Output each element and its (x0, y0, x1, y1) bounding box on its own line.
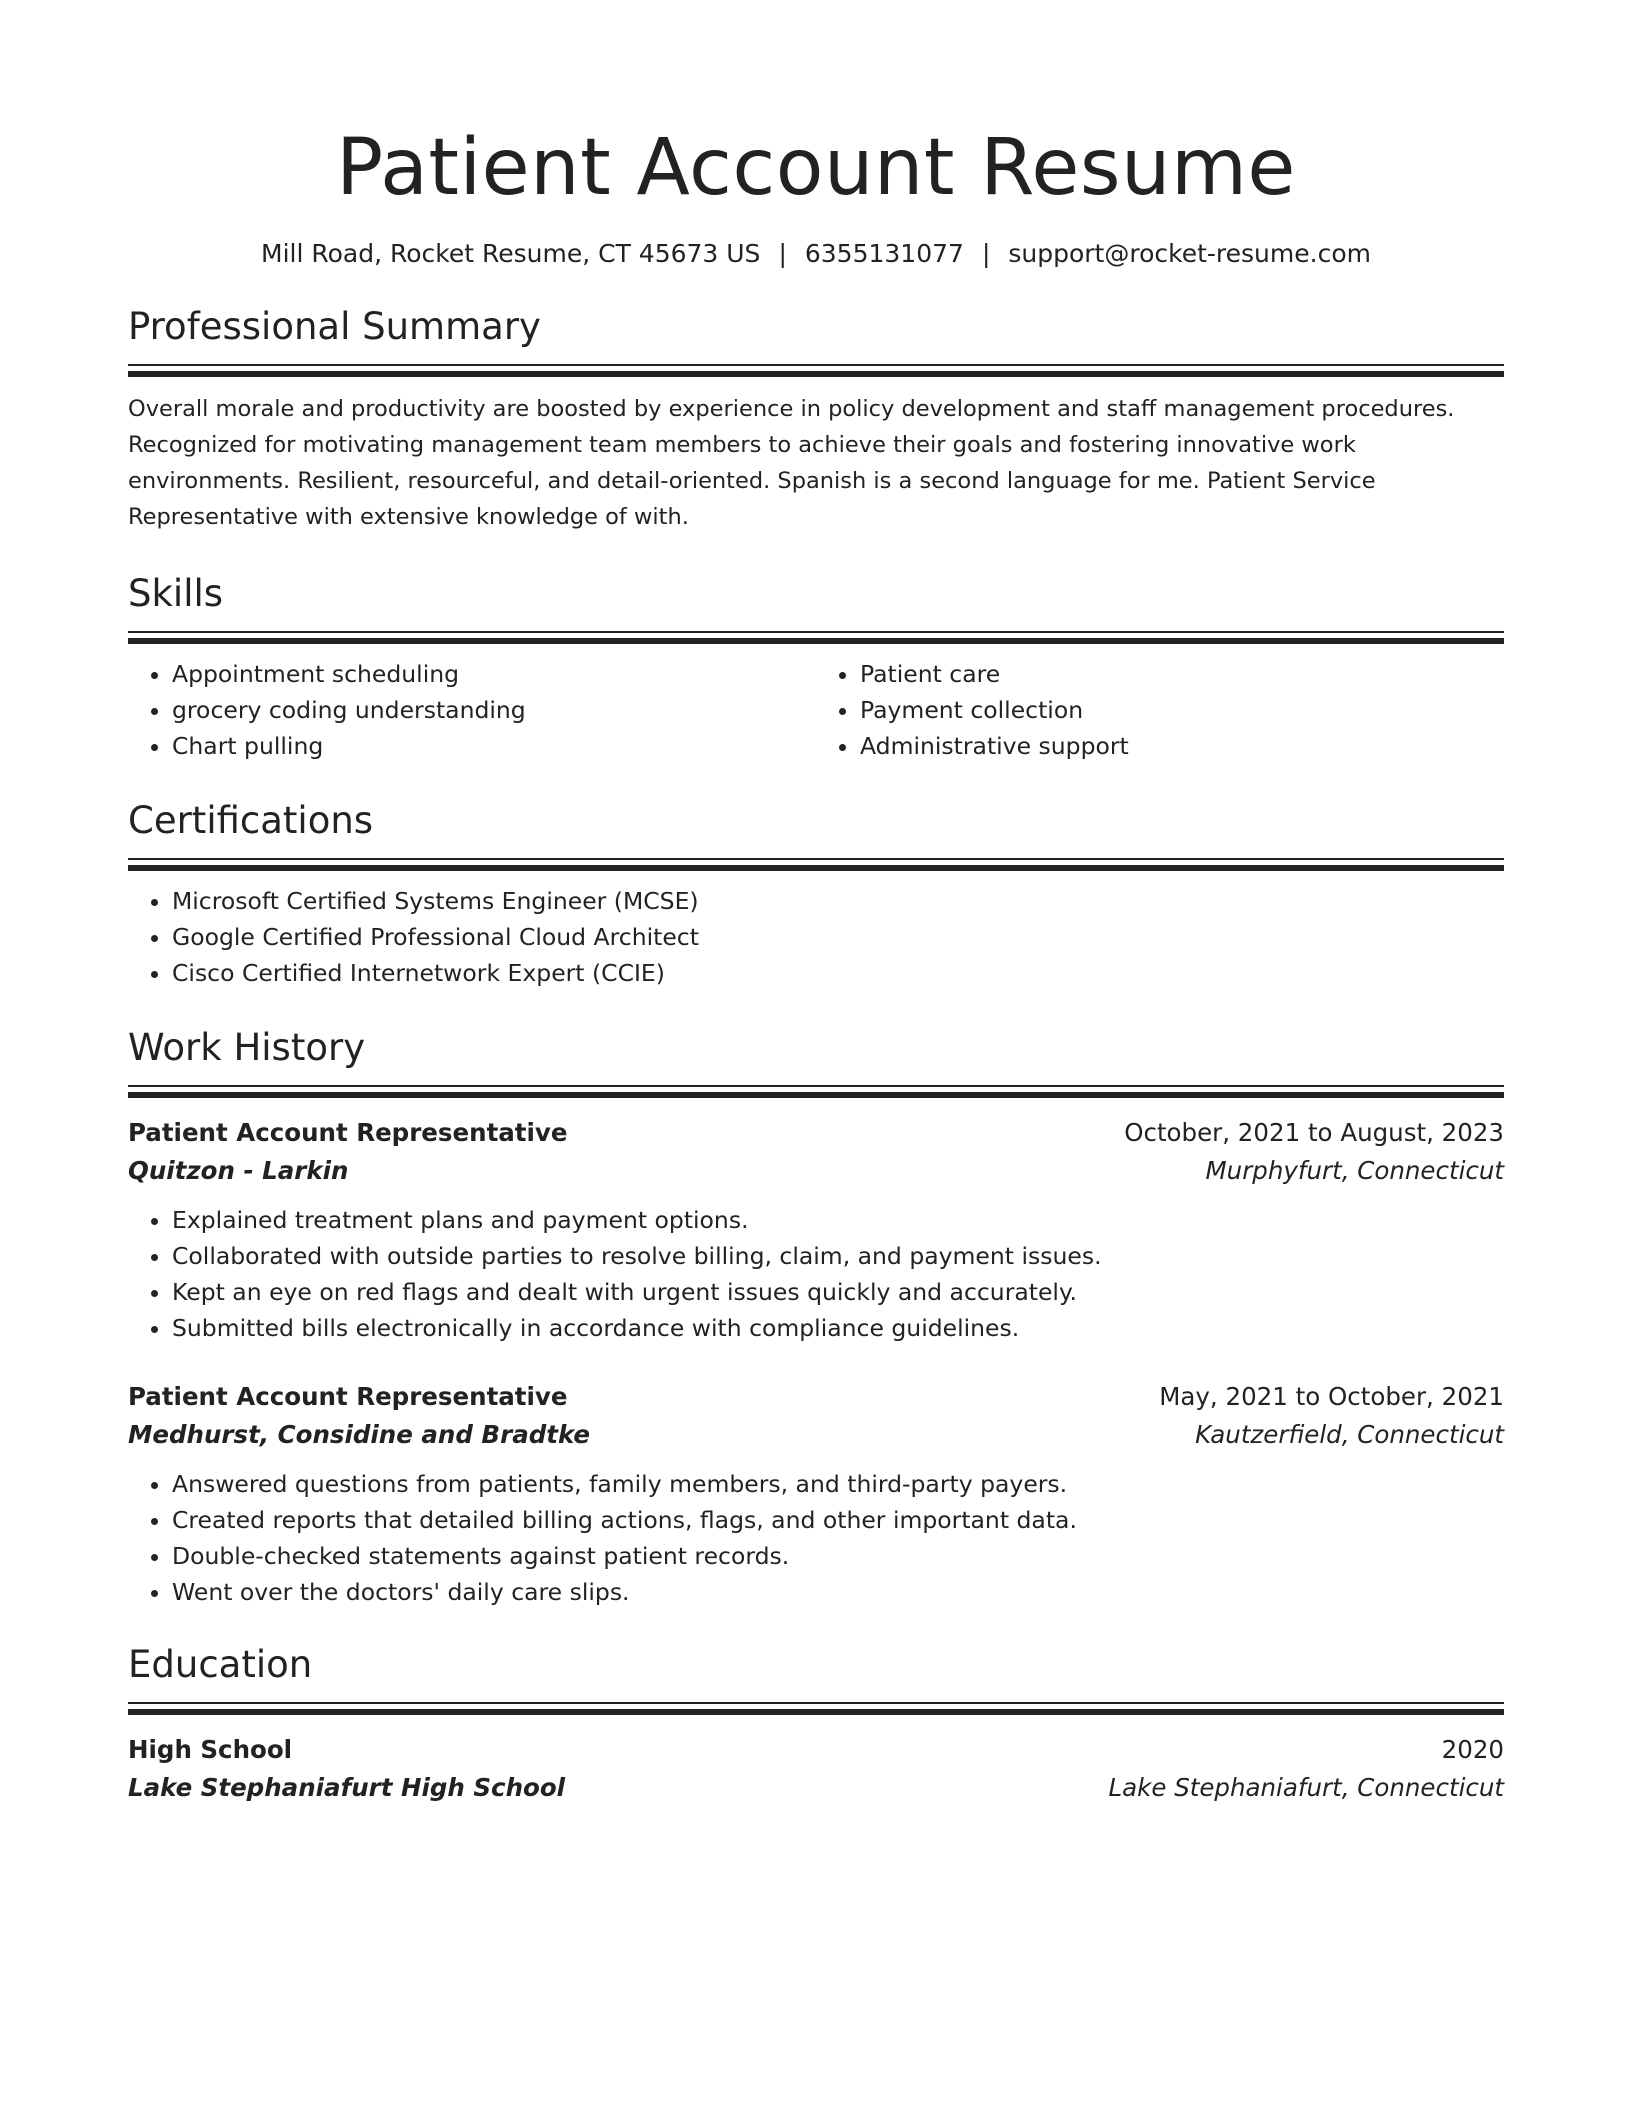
job-duty: • Collaborated with outside parties to resolve billing, claim, and payment issues. (172, 1238, 1504, 1274)
job-company: Medhurst, Considine and Bradtke (128, 1420, 591, 1449)
section-rule-thin (128, 858, 1504, 860)
job-duty: • Submitted bills electronically in accordance with compliance guidelines. (172, 1310, 1504, 1346)
job-company-row (128, 1416, 1504, 1454)
work-heading: Work History (128, 1026, 366, 1069)
job-duty: • Explained treatment plans and payment options. (172, 1202, 1504, 1238)
section-rule-thin (128, 1702, 1504, 1704)
contact-address: Mill Road, Rocket Resume, CT 45673 US (261, 239, 761, 268)
skills-list-right (816, 656, 1504, 764)
skill-item: • Chart pulling (172, 728, 816, 764)
work-section (128, 1023, 1504, 1610)
education-school-row (128, 1769, 1504, 1807)
contact-separator: | (778, 239, 787, 268)
skill-item: • grocery coding understanding (172, 692, 816, 728)
certifications-list (128, 883, 1504, 991)
summary-section (128, 302, 1504, 535)
job-dates: May, 2021 to October, 2021 (1159, 1382, 1504, 1411)
job-company-row (128, 1152, 1504, 1190)
resume-page (128, 118, 1504, 1807)
education-section (128, 1640, 1504, 1807)
skills-section (128, 569, 1504, 764)
education-entry (128, 1731, 1504, 1807)
job-header-row (128, 1114, 1504, 1152)
contact-line (128, 236, 1504, 272)
section-rule-thick (128, 1092, 1504, 1098)
job-duties-list (128, 1466, 1504, 1610)
certification-item: • Microsoft Certified Systems Engineer (MCSE) (172, 883, 1504, 919)
job-location: Murphyfurt, Connecticut (1205, 1156, 1504, 1185)
education-year: 2020 (1441, 1735, 1504, 1764)
skills-grid (128, 656, 1504, 764)
job-duties-list (128, 1202, 1504, 1346)
resume-title: Patient Account Resume (336, 123, 1296, 213)
certifications-section (128, 796, 1504, 991)
skill-item: • Patient care (860, 656, 1504, 692)
summary-text: Overall morale and productivity are boosted by experience in policy development and staff management procedures. Recognized for motivating management team members to achieve their goals and fostering innovative work environments. Resilient, resourceful, and detail-oriented. Spanish is a second language for me. Patient Service Representative with extensive knowledge of with. (128, 396, 1455, 530)
job-location: Kautzerfield, Connecticut (1195, 1420, 1504, 1449)
certification-item: • Google Certified Professional Cloud Architect (172, 919, 1504, 955)
job-title: Patient Account Representative (128, 1382, 568, 1411)
certifications-heading: Certifications (128, 799, 374, 842)
education-location: Lake Stephaniafurt, Connecticut (1108, 1773, 1504, 1802)
job-duty: • Double-checked statements against patient records. (172, 1538, 1504, 1574)
job-title: Patient Account Representative (128, 1118, 568, 1147)
job-duty: • Created reports that detailed billing actions, flags, and other important data. (172, 1502, 1504, 1538)
contact-phone: 6355131077 (804, 239, 964, 268)
job-dates: October, 2021 to August, 2023 (1124, 1118, 1504, 1147)
job-header-row (128, 1378, 1504, 1416)
section-rule-thick (128, 1709, 1504, 1715)
education-degree: High School (128, 1735, 293, 1764)
contact-email: support@rocket-resume.com (1008, 239, 1371, 268)
skill-item: • Appointment scheduling (172, 656, 816, 692)
job-duty: • Kept an eye on red flags and dealt with urgent issues quickly and accurately. (172, 1274, 1504, 1310)
section-rule-thin (128, 364, 1504, 366)
job-entry (128, 1378, 1504, 1610)
education-header-row (128, 1731, 1504, 1769)
certification-item: • Cisco Certified Internetwork Expert (CCIE) (172, 955, 1504, 991)
job-company: Quitzon - Larkin (128, 1156, 349, 1185)
skill-item: • Payment collection (860, 692, 1504, 728)
contact-separator: | (981, 239, 991, 268)
section-rule-thick (128, 865, 1504, 871)
section-rule-thick (128, 638, 1504, 644)
skill-item: • Administrative support (860, 728, 1504, 764)
job-duty: • Went over the doctors' daily care slips. (172, 1574, 1504, 1610)
education-school: Lake Stephaniafurt High School (128, 1773, 566, 1802)
education-heading: Education (128, 1643, 313, 1686)
job-duty: • Answered questions from patients, family members, and third-party payers. (172, 1466, 1504, 1502)
skills-list-left (128, 656, 816, 764)
job-entry (128, 1114, 1504, 1346)
section-rule-thick (128, 371, 1504, 377)
skills-heading: Skills (128, 572, 224, 615)
section-rule-thin (128, 1085, 1504, 1087)
section-rule-thin (128, 631, 1504, 633)
summary-heading: Professional Summary (128, 305, 541, 348)
